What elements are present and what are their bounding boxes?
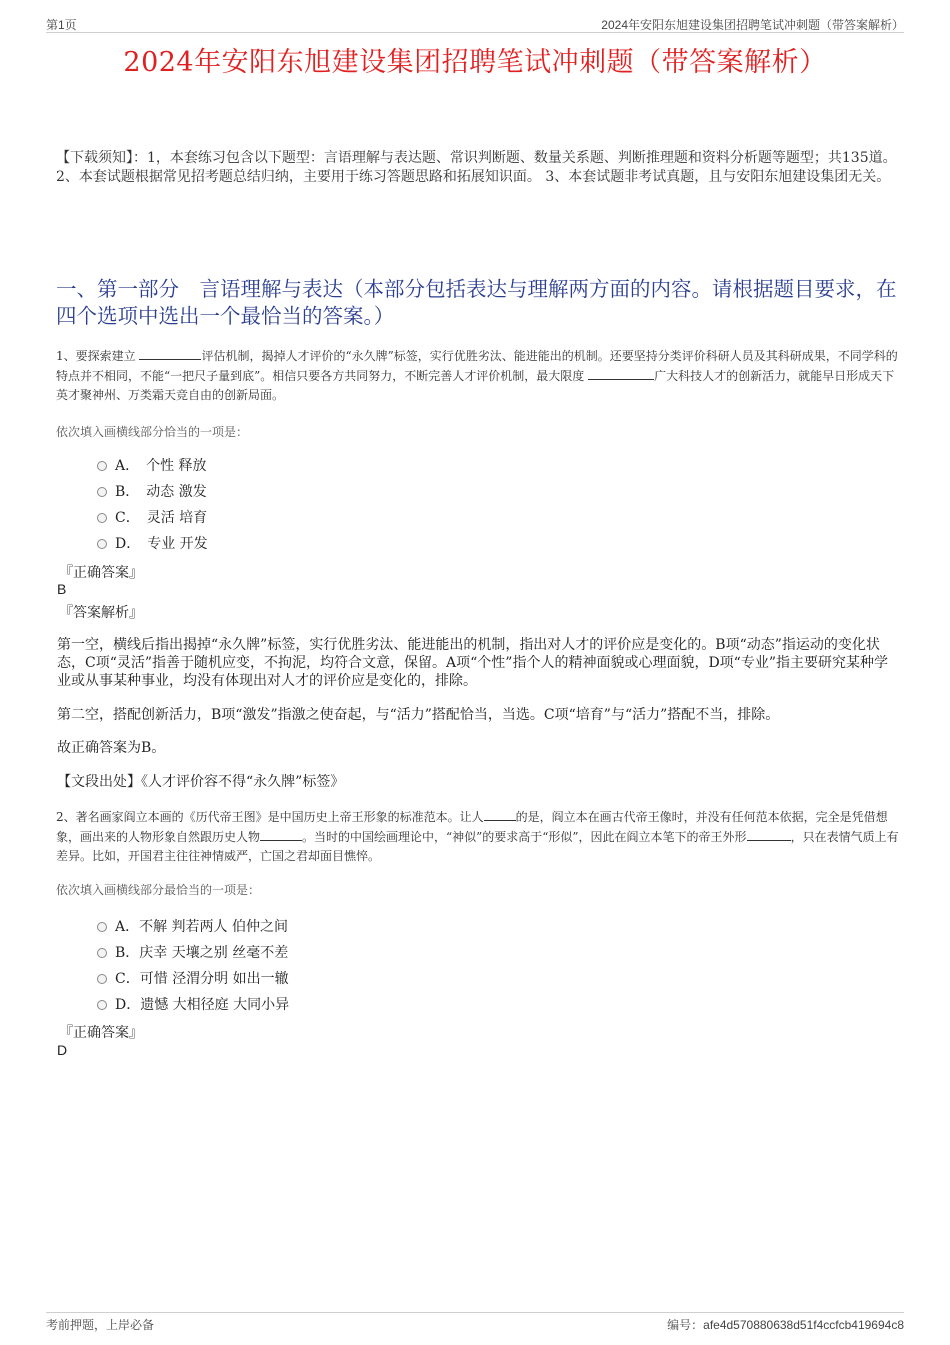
source-citation: 【文段出处】《人才评价容不得“永久牌”标签》 <box>57 774 345 790</box>
download-notice: 【下载须知】：1，本套练习包含以下题型：言语理解与表达题、常识判断题、数量关系题、判断推理题和资料分析题等题型；共135道。 2、本套试题根据常见招考题总结归纳，主要用于练习答题思路和拓展知识面。 3、本套试题非考试真题，且与安阳东旭建设集团无关。 <box>56 150 897 185</box>
correct-answer: B <box>57 581 67 597</box>
correct-answer-label: 『正确答案』 <box>59 565 143 581</box>
question-1-text: 1、要探索建立 评估机制，揭掉人才评价的“永久牌”标签，实行优胜劣汰、能进能出的机制。还要坚持分类评价科研人员及其科研成果，不同学科的特点并不相同，不能“一把尺子量到底”。相信只要各方共同努力，不断完善人才评价机制，最大限度 广大科技人才的创新活力，就能早日形成天下英才聚神州、万类霜天竞自由的创新局面。 <box>56 346 901 405</box>
page-number: 第1页 <box>46 18 77 32</box>
document-title: 2024年安阳东旭建设集团招聘笔试冲刺题（带答案解析） <box>123 47 827 78</box>
radio-icon[interactable] <box>97 922 107 932</box>
page-header <box>46 14 904 33</box>
analysis-paragraph-1: 第一空，横线后指出揭掉“永久牌”标签，实行优胜劣汰、能进能出的机制，指出对人才的评价应是变化的。B项“动态”指运动的变化状态，C项“灵活”指善于随机应变，不拘泥，均符合文意，保留。A项“个性”指个人的精神面貌或心理面貌，D项“专业”指主要研究某种学业或从事某种事业，均没有体现出对人才的评价应是变化的，排除。 <box>57 637 888 689</box>
radio-icon[interactable] <box>97 461 107 471</box>
blank-line <box>139 346 201 360</box>
radio-icon[interactable] <box>97 948 107 958</box>
question-2-text: 2、著名画家阎立本画的《历代帝王图》是中国历史上帝王形象的标准范本。让人 的是，阎立本在画古代帝王像时，并没有任何范本依据，完全是凭借想象，画出来的人物形象自然跟历史人物 。当时的中国绘画理论中，“神似”的要求高于“形似”，因此在阎立本笔下的帝王外形 ，只在表情气质上有差异。比如，开国君主往往神情威严，亡国之君却面目憔悴。 <box>56 807 901 866</box>
blank-line <box>588 366 654 380</box>
question-1-options <box>97 452 208 556</box>
blank-line <box>747 827 791 841</box>
radio-icon[interactable] <box>97 513 107 523</box>
option-a[interactable]: A．不解 判若两人 伯仲之间 <box>97 913 289 939</box>
analysis-paragraph-2: 第二空，搭配创新活力，B项“激发”指激之使奋起，与“活力”搭配恰当，当选。C项“培育”与“活力”搭配不当，排除。 <box>57 707 780 723</box>
radio-icon[interactable] <box>97 539 107 549</box>
option-c[interactable]: C．可惜 泾渭分明 如出一辙 <box>97 965 289 991</box>
analysis-label: 『答案解析』 <box>59 605 143 621</box>
question-2-prompt: 依次填入画横线部分最恰当的一项是： <box>56 883 261 897</box>
page-footer <box>46 1312 904 1333</box>
radio-icon[interactable] <box>97 974 107 984</box>
blank-line <box>484 807 516 821</box>
option-a[interactable]: A． 个性 释放 <box>97 452 208 478</box>
option-b[interactable]: B．庆幸 天壤之别 丝毫不差 <box>97 939 289 965</box>
section-title: 一、第一部分 言语理解与表达（本部分包括表达与理解两方面的内容。请根据题目要求，在四个选项中选出一个最恰当的答案。） <box>56 277 897 328</box>
correct-answer: D <box>57 1042 68 1058</box>
option-d[interactable]: D．遗憾 大相径庭 大同小异 <box>97 991 289 1017</box>
radio-icon[interactable] <box>97 487 107 497</box>
header-doc-title: 2024年安阳东旭建设集团招聘笔试冲刺题（带答案解析） <box>601 18 904 32</box>
radio-icon[interactable] <box>97 1000 107 1010</box>
analysis-paragraph-3: 故正确答案为B。 <box>57 740 166 756</box>
correct-answer-label: 『正确答案』 <box>59 1025 143 1041</box>
option-c[interactable]: C． 灵活 培育 <box>97 504 208 530</box>
question-2-options <box>97 913 289 1017</box>
blank-line <box>260 827 302 841</box>
question-1-prompt: 依次填入画横线部分恰当的一项是： <box>56 425 249 439</box>
option-b[interactable]: B． 动态 激发 <box>97 478 208 504</box>
option-d[interactable]: D． 专业 开发 <box>97 530 208 556</box>
footer-slogan: 考前押题，上岸必备 <box>46 1318 155 1332</box>
footer-code: 编号：afe4d570880638d51f4ccfcb419694c8 <box>667 1318 904 1332</box>
